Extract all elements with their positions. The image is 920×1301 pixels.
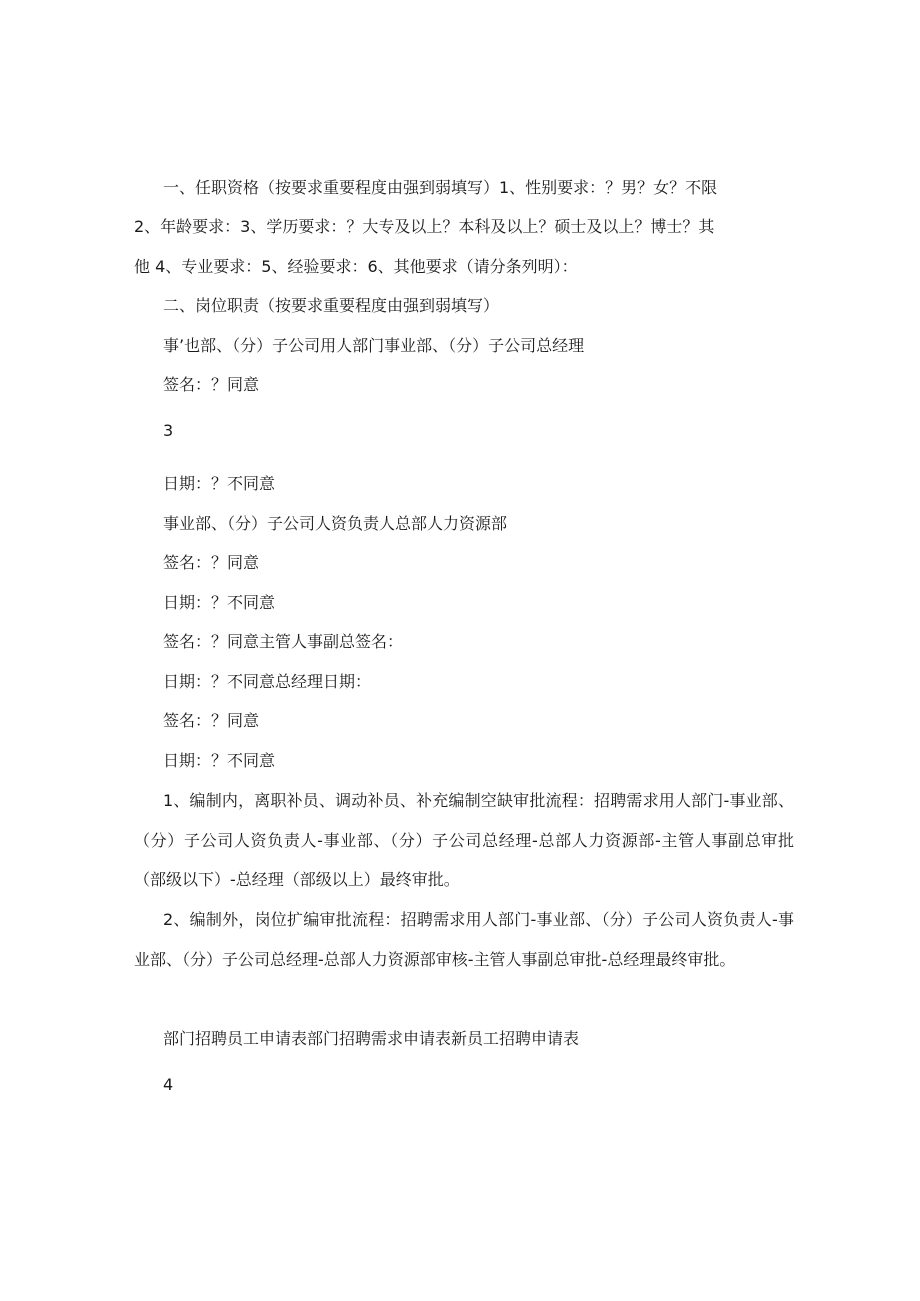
qualification-line-2: 2、年龄要求：3、学历要求：？大专及以上？本科及以上？硕士及以上？博士？其 — [134, 217, 715, 236]
page-number: 4 — [163, 1075, 174, 1094]
approver-departments-2: 事业部、（分）子公司人资负责人总部人力资源部 — [163, 514, 508, 533]
date-line-4: 日期：？不同意 — [163, 751, 276, 770]
approver-departments-1: 事’也部、（分）子公司用人部门事业部、（分）子公司总经理 — [163, 336, 585, 355]
signature-line-2: 签名：？同意 — [163, 553, 260, 572]
signature-line-3: 签名：？同意主管人事副总签名： — [163, 632, 404, 651]
date-line-2: 日期：？不同意 — [163, 593, 276, 612]
duties-heading: 二、岗位职责（按要求重要程度由强到弱填写） — [163, 296, 500, 315]
page-number: 3 — [163, 421, 174, 440]
signature-line-1: 签名：？同意 — [163, 375, 260, 394]
approval-flow-paragraph-1: 1、编制内，离职补员、调动补员、补充编制空缺审批流程：招聘需求用人部门-事业部、（分）子公司人资负责人-事业部、（分）子公司总经理-总部人力资源部-主管人事副总审批（部级以下）-总经理（部级以上）最终审批。 — [134, 791, 794, 889]
signature-line-4: 签名：？同意 — [163, 711, 260, 730]
qualification-line-1: 一、任职资格（按要求重要程度由强到弱填写）1、性别要求：？男？女？不限 — [163, 178, 718, 197]
date-line-3: 日期：？不同意总经理日期： — [163, 672, 372, 691]
date-line-1: 日期：？不同意 — [163, 474, 276, 493]
qualification-line-3: 他 4、专业要求：5、经验要求：6、其他要求（请分条列明）： — [134, 257, 578, 276]
form-titles: 部门招聘员工申请表部门招聘需求申请表新员工招聘申请表 — [163, 1029, 580, 1048]
approval-flow-paragraph-2: 2、编制外，岗位扩编审批流程：招聘需求用人部门-事业部、（分）子公司人资负责人-事业部、（分）子公司总经理-总部人力资源部审核-主管人事副总审批-总经理最终审批。 — [134, 910, 794, 969]
